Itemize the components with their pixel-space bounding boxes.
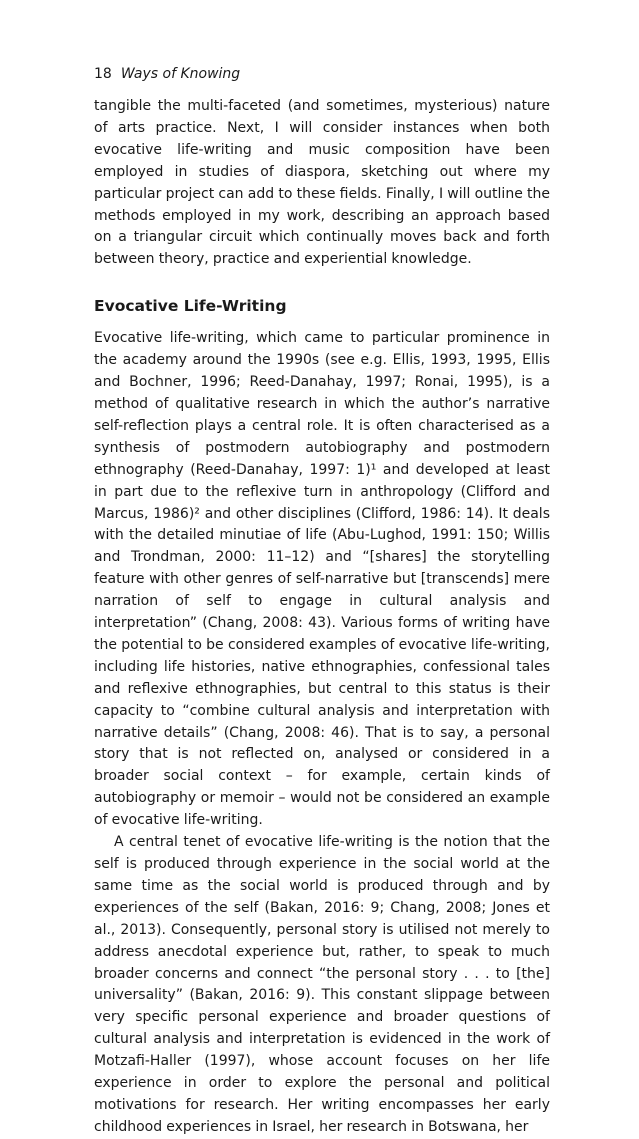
page-number: 18	[94, 66, 112, 82]
book-page	[94, 64, 550, 1139]
body-paragraph-1: Evocative life-writing, which came to particular prominence in the academy around the 1990s (see e.g. Ellis, 1993, 1995, Ellis and Bochner, 1996; Reed-Danahay, 1997; Ronai, 1995), is a method of qualitative research in which the author’s narrative self-reflection plays a central role. It is often characterised as a synthesis of postmodern autobiography and postmodern ethnography (Reed-Danahay, 1997: 1)¹ and developed at least in part due to the reflexive turn in anthropology (Clifford and Marcus, 1986)² and other disciplines (Clifford, 1986: 14). It deals with the detailed minutiae of life (Abu-Lughod, 1991: 150; Willis and Trondman, 2000: 11–12) and “[shares] the storytelling feature with other genres of self-narrative but [transcends] mere narration of self to engage in cultural analysis and interpretation” (Chang, 2008: 43). Various forms of writing have the potential to be considered examples of evocative life-writing, including life histories, native ethnographies, confessional tales and reflexive ethnographies, but central to this status is their capacity to “combine cultural analysis and interpretation with narrative details” (Chang, 2008: 46). That is to say, a personal story that is not reflected on, analysed or considered in a broader social context – for example, certain kinds of autobiography or memoir – would not be considered an example of evocative life-writing.	[94, 330, 550, 829]
running-head	[94, 64, 550, 84]
section-heading: Evocative Life-Writing	[94, 297, 287, 316]
body-paragraph-2: A central tenet of evocative life-writing is the notion that the self is produced through experience in the social world at the same time as the social world is produced through and by experiences of the self (Bakan, 2016: 9; Chang, 2008; Jones et al., 2013). Consequently, personal story is utilised not merely to address anecdotal experience but, rather, to speak to much broader concerns and connect “the personal story . . . to [the] universality” (Bakan, 2016: 9). This constant slippage between very specific personal experience and broader questions of cultural analysis and interpretation is evidenced in the work of Motzafi-Haller (1997), whose account focuses on her life experience in order to explore the personal and political motivations for research. Her writing encompasses her early childhood experiences in Israel, her research in Botswana, her	[94, 834, 550, 1135]
book-title: Ways of Knowing	[120, 66, 241, 82]
intro-paragraph: tangible the multi-faceted (and sometimes, mysterious) nature of arts practice. Next, I will consider instances when both evocative life-writing and music composition have been employed in studies of diaspora, sketching out where my particular project can add to these fields. Finally, I will outline the methods employed in my work, describing an approach based on a triangular circuit which continually moves back and forth between theory, practice and experiential knowledge.	[94, 98, 550, 268]
